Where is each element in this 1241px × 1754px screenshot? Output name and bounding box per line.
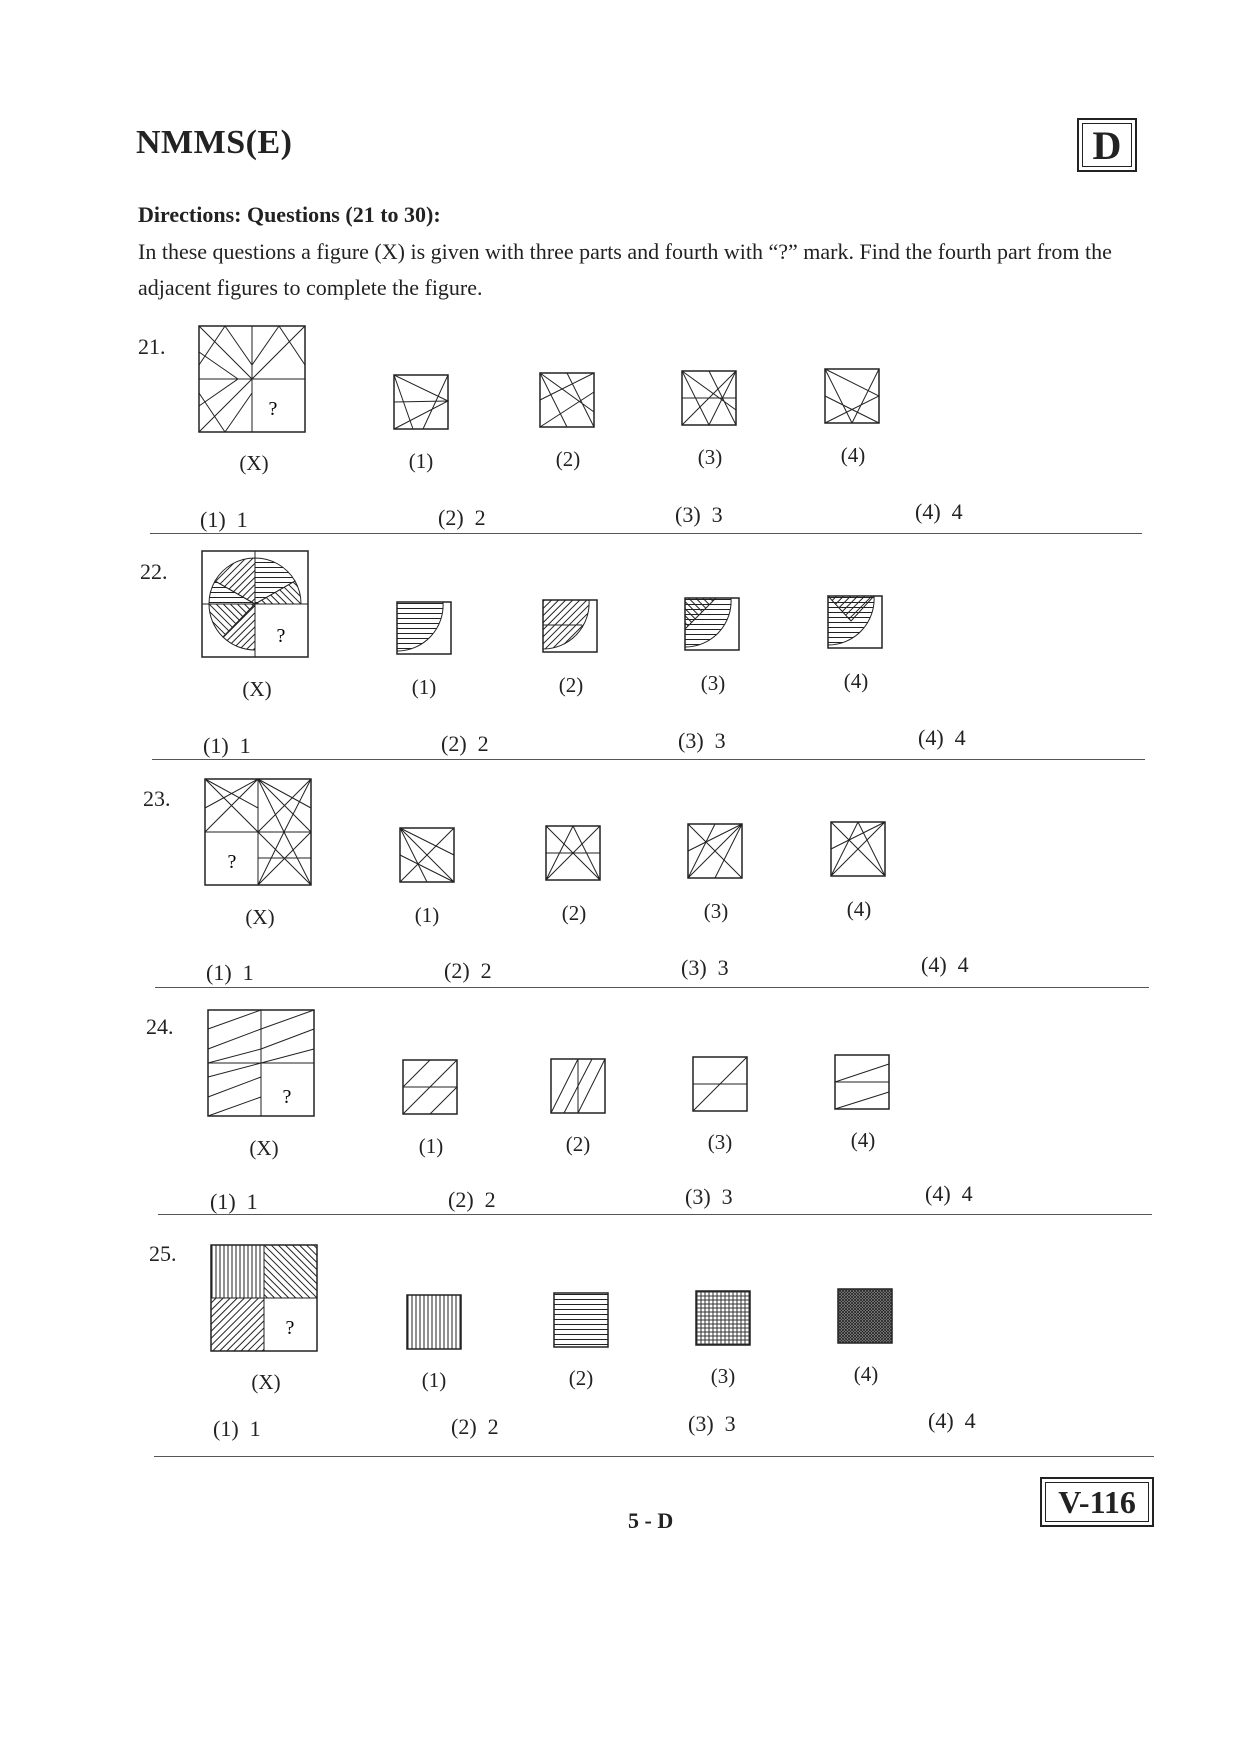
option-key: (4) [918, 725, 944, 750]
answer-option-4[interactable] [921, 952, 969, 978]
figure-label-x: (X) [251, 1370, 281, 1394]
option-value: 4 [964, 1408, 976, 1433]
figure-label-x: (X) [239, 451, 269, 475]
option-key: (3) [678, 728, 704, 753]
q24-option-4[interactable] [834, 1054, 890, 1110]
figure-label-2: (2) [561, 901, 587, 925]
q22-option-2[interactable] [542, 599, 598, 653]
figure-label-1: (1) [411, 675, 437, 699]
option-value: 1 [242, 960, 254, 985]
divider [150, 533, 1142, 534]
answer-option-1[interactable] [203, 733, 251, 759]
page-number: 5 - D [628, 1508, 674, 1533]
answer-option-2[interactable] [448, 1187, 496, 1213]
figure-label-x: (X) [242, 677, 272, 701]
option-value: 1 [236, 507, 248, 532]
figure-label-2: (2) [568, 1366, 594, 1390]
figure-label-4: (4) [843, 669, 869, 693]
q21-figure-x [198, 325, 306, 433]
q23-option-1[interactable] [399, 827, 455, 883]
option-value: 2 [487, 1414, 499, 1439]
answer-option-3[interactable] [688, 1411, 736, 1437]
figure-label-4: (4) [840, 443, 866, 467]
option-key: (2) [448, 1187, 474, 1212]
answer-option-1[interactable] [213, 1416, 261, 1442]
figure-label-3: (3) [703, 899, 729, 923]
answer-option-4[interactable] [925, 1181, 973, 1207]
option-key: (3) [675, 502, 701, 527]
figure-label-2: (2) [555, 447, 581, 471]
divider [154, 1456, 1154, 1457]
figure-label-4: (4) [850, 1128, 876, 1152]
q21-option-4[interactable] [824, 368, 880, 424]
figure-label-2: (2) [558, 673, 584, 697]
option-value: 4 [957, 952, 969, 977]
q22-figure-x [201, 550, 309, 658]
set-code-box: D [1077, 118, 1137, 172]
q24-option-1[interactable] [402, 1059, 458, 1115]
option-value: 3 [724, 1411, 736, 1436]
question-mark: ? [276, 625, 286, 647]
question-number: 22. [140, 559, 168, 584]
option-value: 4 [954, 725, 966, 750]
answer-option-3[interactable] [685, 1184, 733, 1210]
option-key: (1) [210, 1189, 236, 1214]
option-value: 3 [711, 502, 723, 527]
option-key: (2) [441, 731, 467, 756]
option-key: (3) [688, 1411, 714, 1436]
question-number: 24. [146, 1014, 174, 1039]
question-mark: ? [282, 1086, 292, 1108]
q21-option-1[interactable] [393, 374, 449, 430]
q24-figure-x [207, 1009, 315, 1117]
option-key: (2) [438, 505, 464, 530]
option-key: (3) [681, 955, 707, 980]
question-mark: ? [227, 851, 237, 873]
divider [155, 987, 1149, 988]
figure-label-4: (4) [853, 1362, 879, 1386]
answer-option-3[interactable] [681, 955, 729, 981]
exam-title: NMMS(E) [136, 124, 293, 161]
answer-option-2[interactable] [438, 505, 486, 531]
question-mark: ? [268, 398, 278, 420]
directions-heading: Directions: Questions (21 to 30): [138, 202, 441, 227]
q23-option-2[interactable] [545, 825, 601, 881]
q24-option-2[interactable] [550, 1058, 606, 1114]
answer-option-1[interactable] [210, 1189, 258, 1215]
answer-option-4[interactable] [928, 1408, 976, 1434]
option-value: 2 [477, 731, 489, 756]
q23-figure-x [204, 778, 312, 886]
option-key: (1) [203, 733, 229, 758]
question-number: 21. [138, 334, 166, 359]
option-key: (2) [444, 958, 470, 983]
answer-option-4[interactable] [915, 499, 963, 525]
option-value: 2 [480, 958, 492, 983]
divider [158, 1214, 1152, 1215]
figure-label-3: (3) [707, 1130, 733, 1154]
option-value: 3 [717, 955, 729, 980]
option-value: 1 [246, 1189, 258, 1214]
option-key: (2) [451, 1414, 477, 1439]
directions-text: In these questions a figure (X) is given with three parts and fourth with “?” mark. Find the fourth part from the adjacent figures to complete the figure. [138, 239, 1112, 300]
figure-label-2: (2) [565, 1132, 591, 1156]
q25-option-1[interactable] [406, 1294, 462, 1350]
q25-option-3[interactable] [695, 1290, 751, 1346]
q21-option-3[interactable] [681, 370, 737, 426]
q22-option-3[interactable] [684, 597, 740, 651]
answer-option-1[interactable] [200, 507, 248, 533]
figure-label-3: (3) [710, 1364, 736, 1388]
divider [152, 759, 1145, 760]
option-key: (4) [925, 1181, 951, 1206]
option-value: 4 [961, 1181, 973, 1206]
figure-label-x: (X) [249, 1136, 279, 1160]
figure-label-x: (X) [245, 905, 275, 929]
option-key: (4) [915, 499, 941, 524]
q25-option-4[interactable] [837, 1288, 893, 1344]
figure-label-3: (3) [697, 445, 723, 469]
option-key: (3) [685, 1184, 711, 1209]
q24-option-3[interactable] [692, 1056, 748, 1112]
figure-label-3: (3) [700, 671, 726, 695]
option-key: (4) [921, 952, 947, 977]
q21-option-2[interactable] [539, 372, 595, 428]
option-value: 2 [474, 505, 486, 530]
answer-option-2[interactable] [441, 731, 489, 757]
q25-figure-x [210, 1244, 318, 1352]
answer-option-4[interactable] [918, 725, 966, 751]
question-number: 23. [143, 786, 171, 811]
option-value: 1 [239, 733, 251, 758]
answer-option-1[interactable] [206, 960, 254, 986]
booklet-code-box: V-116 [1040, 1477, 1154, 1527]
option-value: 2 [484, 1187, 496, 1212]
q25-option-2[interactable] [553, 1292, 609, 1348]
question-number: 25. [149, 1241, 177, 1266]
figure-label-4: (4) [846, 897, 872, 921]
figure-label-1: (1) [408, 449, 434, 473]
figure-label-1: (1) [414, 903, 440, 927]
answer-option-3[interactable] [678, 728, 726, 754]
figure-label-1: (1) [418, 1134, 444, 1158]
option-key: (1) [200, 507, 226, 532]
figure-label-1: (1) [421, 1368, 447, 1392]
option-value: 3 [721, 1184, 733, 1209]
option-value: 1 [249, 1416, 261, 1441]
option-value: 3 [714, 728, 726, 753]
option-key: (1) [213, 1416, 239, 1441]
option-value: 4 [951, 499, 963, 524]
answer-option-3[interactable] [675, 502, 723, 528]
option-key: (1) [206, 960, 232, 985]
answer-option-2[interactable] [451, 1414, 499, 1440]
option-key: (4) [928, 1408, 954, 1433]
q23-option-3[interactable] [687, 823, 743, 879]
q22-option-4[interactable] [827, 595, 883, 649]
answer-option-2[interactable] [444, 958, 492, 984]
q23-option-4[interactable] [830, 821, 886, 877]
question-mark: ? [285, 1317, 295, 1339]
q22-option-1[interactable] [396, 601, 452, 655]
